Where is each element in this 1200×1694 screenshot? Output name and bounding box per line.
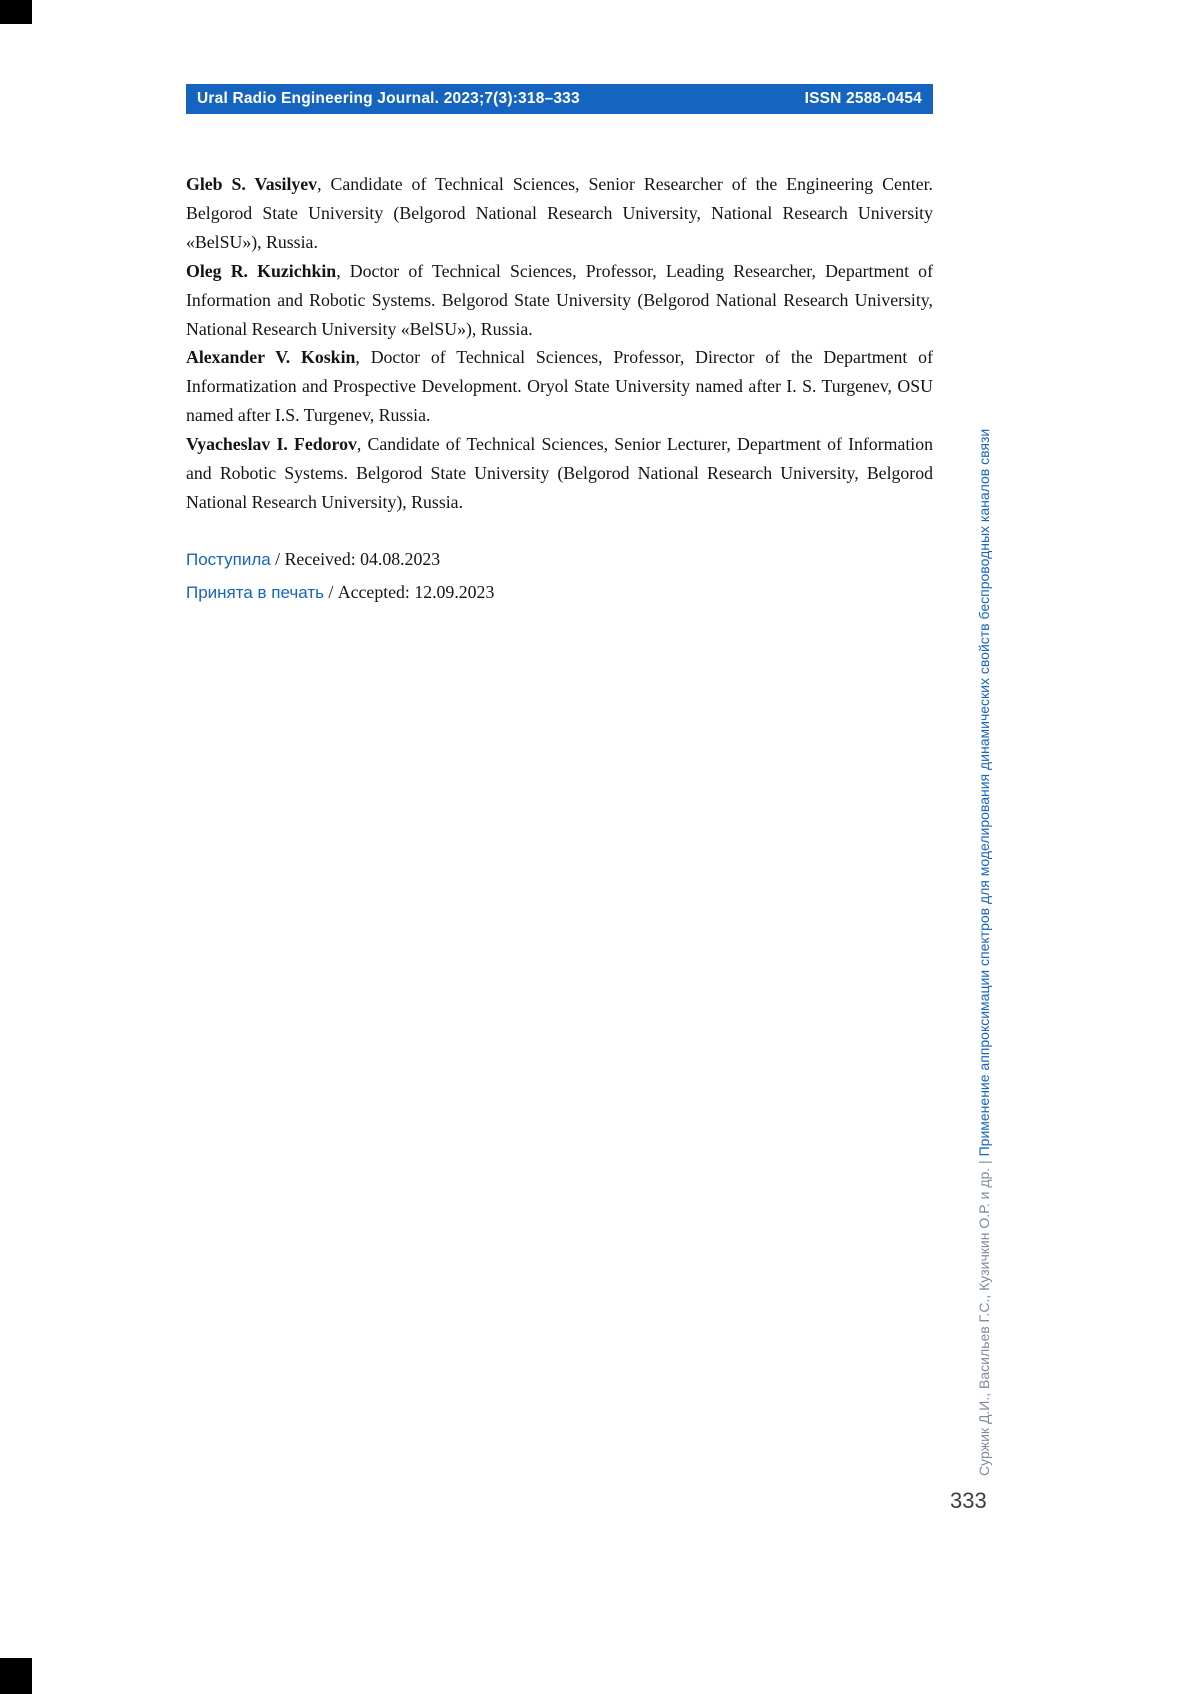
authors-section bbox=[186, 170, 933, 609]
author-name: Vyacheslav I. Fedorov bbox=[186, 434, 357, 455]
page-number: 333 bbox=[950, 1488, 987, 1513]
running-header bbox=[186, 84, 933, 114]
corner-mark-top bbox=[0, 0, 32, 24]
side-caption-title: Применение аппроксимации спектров для моделирования динамических свойств беспроводных каналов связи bbox=[976, 428, 992, 1157]
author-bio-text: , Candidate of Technical Sciences, Senior Lecturer, Department of Information and Robotic Systems. Belgorod State University (Belgorod National Research University, Belgorod National Research University), Russia. bbox=[186, 434, 934, 512]
accepted-label-ru: Принята в печать bbox=[186, 582, 324, 602]
author-name: Oleg R. Kuzichkin bbox=[186, 260, 337, 281]
corner-mark-bottom bbox=[0, 1658, 32, 1694]
author-name: Gleb S. Vasilyev bbox=[186, 174, 318, 194]
author-bio bbox=[186, 170, 933, 257]
accepted-value: / Accepted: 12.09.2023 bbox=[323, 581, 495, 602]
accepted-line bbox=[186, 576, 933, 609]
side-caption bbox=[976, 238, 992, 1476]
side-caption-separator: | bbox=[976, 1156, 992, 1168]
dates-block bbox=[186, 543, 933, 609]
side-caption-authors: Суржик Д.И., Васильев Г.С., Кузичкин О.Р. и др. bbox=[976, 1167, 992, 1476]
author-bio-text: , Doctor of Technical Sciences, Professor, Leading Researcher, Department of Information and Robotic Systems. Belgorod State University (Belgorod National Research University, National Research University «BelSU»), Russia. bbox=[186, 260, 933, 339]
author-bio bbox=[186, 430, 933, 517]
author-name: Alexander V. Koskin bbox=[186, 347, 356, 368]
author-bio bbox=[186, 343, 933, 430]
author-bio-text: , Candidate of Technical Sciences, Senior Researcher of the Engineering Center. Belgorod State University (Belgorod National Research University, National Research University «BelSU»), Russia. bbox=[186, 174, 933, 252]
received-value: / Received: 04.08.2023 bbox=[270, 548, 441, 569]
author-bio-text: , Doctor of Technical Sciences, Professor, Director of the Department of Informatization and Prospective Development. Oryol State University named after I. S. Turgenev, OSU named after I.S. Turgenev, Russia. bbox=[186, 347, 933, 426]
journal-reference: Ural Radio Engineering Journal. 2023;7(3):318–333 bbox=[197, 90, 580, 107]
author-bio bbox=[186, 257, 933, 344]
received-label-ru: Поступила bbox=[186, 549, 271, 569]
issn-label: ISSN 2588-0454 bbox=[804, 90, 922, 107]
received-line bbox=[186, 543, 933, 576]
